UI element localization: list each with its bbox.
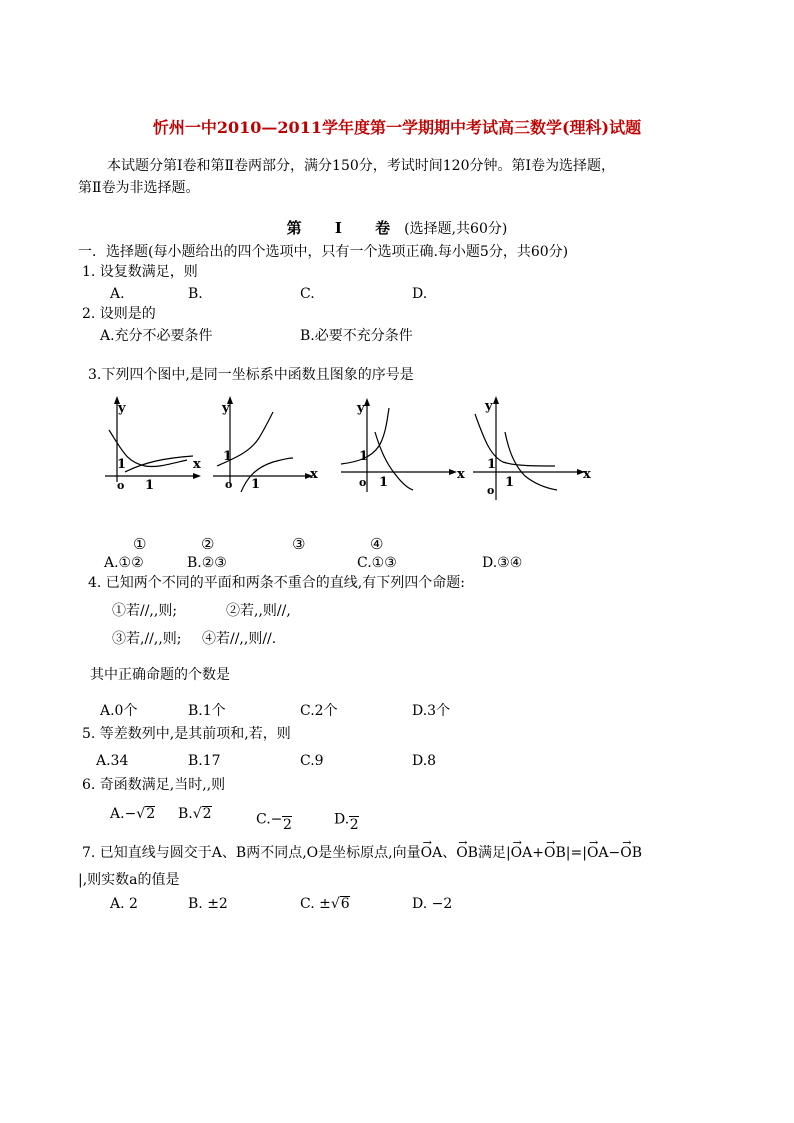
q7-vector-oa: → OA [421, 845, 443, 861]
q3-choice-d: D.③④ [482, 555, 523, 571]
graph-2-y-label: y [222, 401, 230, 416]
q2-choice-b: B.必要不充分条件 [300, 328, 413, 344]
q4-choice-b: B.1个 [188, 703, 226, 719]
graph-4-origin: o [487, 484, 495, 497]
graph-4-x-label: x [583, 467, 591, 482]
q7-c-prefix: C. ± [300, 896, 331, 912]
q6-stem: 6. 奇函数满足,当时,,则 [82, 777, 226, 793]
graph-3-one-x: 1 [379, 475, 389, 490]
q7-vector-ob-2: → OB [544, 845, 566, 861]
section-note: (选择题,共60分) [404, 221, 508, 237]
q6-a-sign: − [124, 806, 137, 822]
q7-stem-text: 7. 已知直线与圆交于A、B两不同点,O是坐标原点,向量 [82, 845, 421, 861]
q7-choice-d: D. −2 [412, 896, 453, 912]
q1-choice-b: B. [188, 286, 203, 302]
intro-line-1: 本试题分第Ⅰ卷和第Ⅱ卷两部分，满分150分，考试时间120分钟。第Ⅰ卷为选择题， [107, 158, 616, 174]
graph-3-one-y: 1 [359, 449, 369, 464]
q1-choice-d: D. [412, 286, 428, 302]
q7-mid: |=| [565, 845, 587, 861]
graph-1-one-x: 1 [145, 478, 155, 493]
q4-choice-d: D.3个 [412, 703, 451, 719]
graph-label-2: ② [201, 535, 215, 553]
q7-condition: 满足| [477, 845, 511, 861]
q4-proposition-4: ④若//,,则//. [202, 631, 277, 647]
q2-stem: 2. 设则是的 [82, 306, 156, 322]
q1-choice-a: A. [110, 286, 125, 302]
graph-label-3: ③ [292, 535, 306, 553]
q7-minus: − [608, 845, 621, 861]
graph-1-x-label: x [193, 457, 201, 472]
q7-stem [82, 845, 642, 861]
part-one-instructions: 一．选择题(每小题给出的四个选项中，只有一个选项正确.每小题5分，共60分) [78, 244, 569, 260]
q6-c-denominator: 2 [282, 817, 292, 833]
q6-choice-d [334, 806, 359, 833]
q3-stem: 3.下列四个图中,是同一坐标系中函数且图象的序号是 [88, 367, 414, 383]
q4-ask: 其中正确命题的个数是 [90, 667, 230, 683]
graph-4-one-x: 1 [505, 475, 515, 490]
q6-choice-c [256, 806, 292, 833]
q4-stem: 4. 已知两个不同的平面和两条不重合的直线,有下列四个命题: [88, 575, 465, 591]
q6-c-sign: − [270, 811, 283, 828]
q2-choice-a: A.充分不必要条件 [100, 328, 213, 344]
q5-choice-d: D.8 [412, 753, 437, 769]
q3-choice-c: C.①③ [357, 555, 397, 571]
q7-choice-a: A. 2 [110, 896, 138, 912]
graph-label-4: ④ [370, 535, 384, 553]
q6-b-radicand: 2 [202, 806, 212, 822]
q6-b-prefix: B. [178, 806, 193, 822]
q4-choice-c: C.2个 [300, 703, 338, 719]
q6-a-prefix: A. [110, 806, 125, 822]
q4-proposition-2: ②若,,则//, [226, 603, 291, 619]
graph-3-x-label: x [457, 467, 465, 482]
graph-2-curve-log [241, 458, 293, 492]
q5-choice-b: B.17 [188, 753, 221, 769]
q7-plus: + [532, 845, 544, 861]
q5-choice-c: C.9 [300, 753, 324, 769]
q7-separator: 、 [442, 845, 457, 861]
q7-vector-ob: → OB [456, 845, 478, 861]
graph-label-1: ① [133, 535, 147, 553]
section-title: 第 Ⅰ 卷 [286, 219, 405, 237]
q6-choice-a: A.−√2 [110, 806, 156, 822]
graph-4-one-y: 1 [487, 457, 497, 472]
q3-graphs [95, 392, 605, 502]
q6-d-denominator: 2 [349, 817, 359, 833]
exam-title: 忻州一中2010—2011学年度第一学期期中考试高三数学(理科)试题 [152, 118, 642, 137]
q7-choice-b: B. ±2 [188, 896, 228, 912]
q6-a-radicand: 2 [146, 806, 156, 822]
q7-c-radicand: 6 [340, 896, 350, 912]
q7-stem-line-2: |,则实数a的值是 [78, 872, 180, 888]
q4-choice-a: A.0个 [100, 703, 138, 719]
intro-line-2: 第Ⅱ卷为非选择题。 [78, 180, 200, 196]
graph-3-y-label: y [357, 401, 365, 416]
graph-1-y-label: y [118, 401, 126, 416]
graph-3-origin: o [359, 476, 367, 489]
q1-choice-c: C. [300, 286, 315, 302]
q1-stem: 1. 设复数满足，则 [82, 264, 198, 280]
q5-choice-a: A.34 [96, 753, 129, 769]
graph-4-y-label: y [485, 399, 493, 414]
q6-d-prefix: D. [334, 811, 350, 828]
q3-choice-a: A.①② [104, 555, 144, 571]
section-heading [0, 220, 794, 237]
graph-2-origin: o [225, 478, 233, 491]
q5-stem: 5. 等差数列中,是其前项和,若，则 [82, 726, 291, 742]
q7-choice-c: C. ±√6 [300, 896, 350, 912]
q3-choice-b: B.②③ [187, 555, 227, 571]
graph-1-one-y: 1 [117, 457, 127, 472]
graph-1-curve-increasing [125, 456, 193, 472]
q6-c-prefix: C. [256, 811, 271, 828]
q6-choice-b: B.√2 [178, 806, 212, 822]
q7-vector-ob-3: → OB [620, 845, 642, 861]
q4-proposition-3: ③若,//,,则; [112, 631, 182, 647]
q7-vector-oa-2: → OA [511, 845, 533, 861]
graph-2-one-y: 1 [223, 449, 233, 464]
graph-2-one-x: 1 [251, 477, 261, 492]
q4-proposition-1: ①若//,,则; [112, 603, 178, 619]
graph-2-x-label: x [310, 467, 318, 482]
graph-1-origin: o [117, 479, 125, 492]
q7-vector-oa-3: → OA [587, 845, 609, 861]
